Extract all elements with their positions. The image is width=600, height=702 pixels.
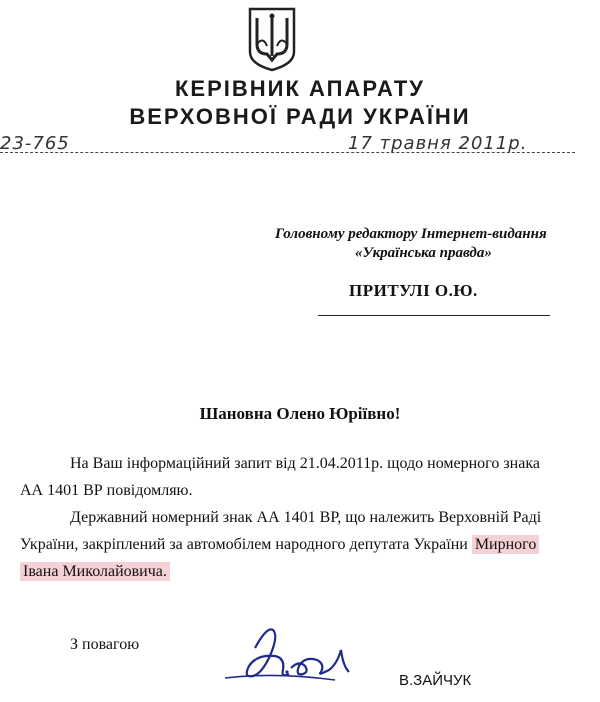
paragraph-1-line-1: На Ваш інформаційний запит від 21.04.2011р. щодо номерного знака [70,455,540,472]
signer-name: В.ЗАЙЧУК [399,672,472,689]
recipient-publication: «Українська правда» [355,245,492,261]
paragraph-2-line-2 [20,531,539,558]
paragraph-2-line-3 [20,558,170,585]
organization-title-line2: ВЕРХОВНОЇ РАДИ УКРАЇНИ [129,104,471,129]
ukraine-coat-of-arms-icon [247,6,297,72]
recipient-title: Головному редактору Інтернет-видання [275,226,547,242]
letter-date: 17 травня 2011р. [348,133,528,154]
salutation: Шановна Олено Юріївно! [199,404,401,423]
reference-number: 23-765 [0,133,70,154]
recipient-underline [318,315,550,316]
organization-title-line1: КЕРІВНИК АПАРАТУ [175,76,425,101]
highlighted-given-names: Івана Миколайовича. [20,562,170,581]
recipient-name: ПРИТУЛІ О.Ю. [349,281,478,300]
closing-phrase: З повагою [70,636,140,653]
paragraph-2-line-2-text: України, закріплений за автомобілем народного депутата України [20,536,472,553]
handwritten-signature [225,620,370,690]
paragraph-1-line-2: АА 1401 ВР повідомляю. [20,482,193,499]
paragraph-2-line-1: Державний номерний знак АА 1401 ВР, що належить Верховній Раді [70,509,542,526]
highlighted-surname: Мирного [472,535,540,554]
